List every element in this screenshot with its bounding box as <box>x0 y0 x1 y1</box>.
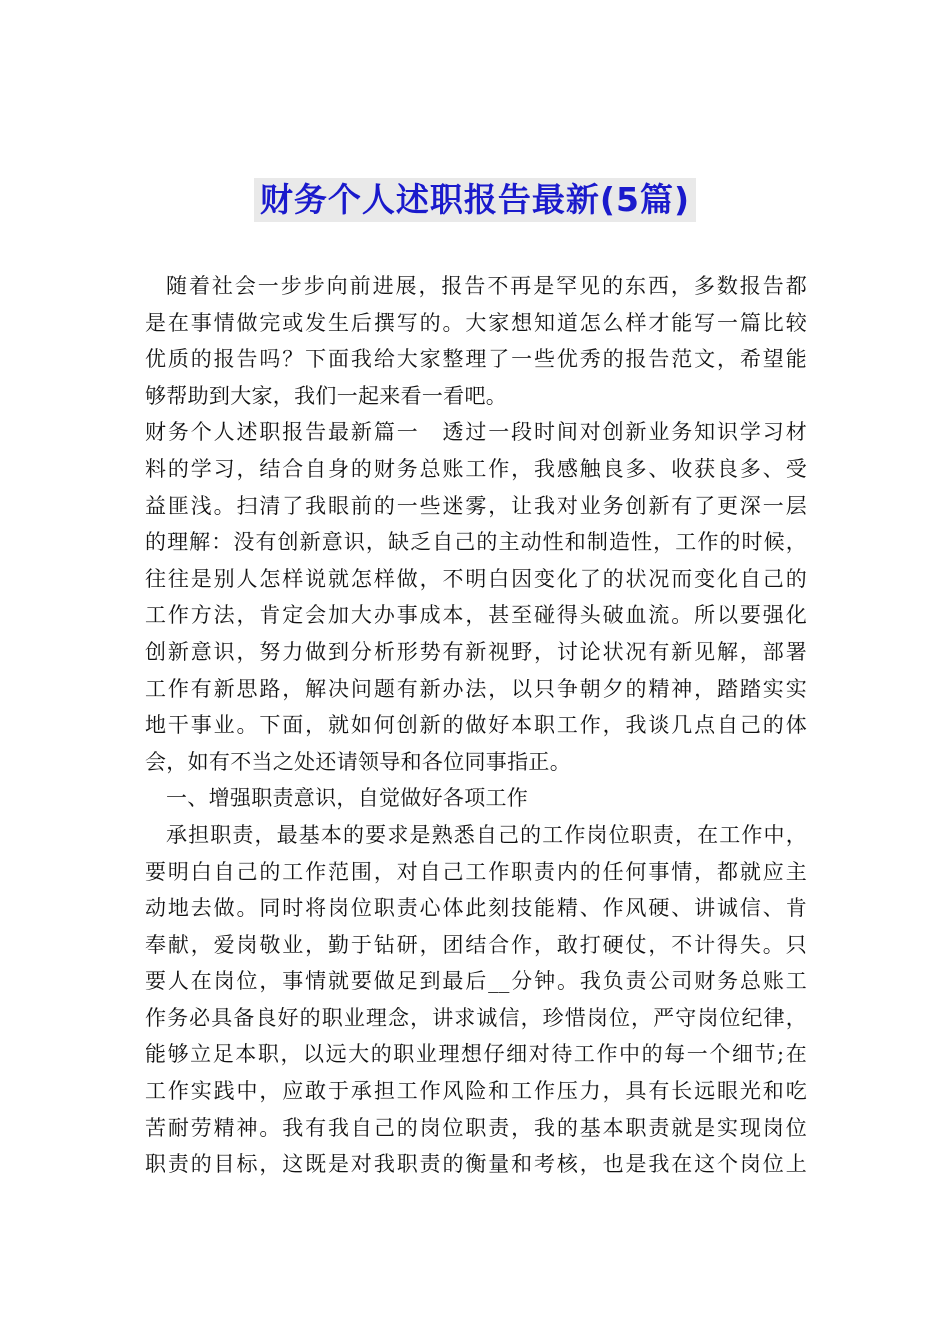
text-line: 奉献，爱岗敬业，勤于钻研，团结合作，敢打硬仗，不计得失。只 <box>145 932 807 957</box>
text-line: 要人在岗位，事情就要做足到最后__分钟。我负责公司财务总账工 <box>145 969 807 994</box>
text-line: 随着社会一步步向前进展，报告不再是罕见的东西，多数报告都 <box>166 274 807 298</box>
text-line: 工作方法，肯定会加大办事成本，甚至碰得头破血流。所以要强化 <box>145 603 807 628</box>
text-line: 往往是别人怎样说就怎样做，不明白因变化了的状况而变化自己的 <box>145 566 807 591</box>
text-line: 工作有新思路，解决问题有新办法，以只争朝夕的精神，踏踏实实 <box>145 676 807 701</box>
text-line: 的理解：没有创新意识，缺乏自己的主动性和制造性，工作的时候， <box>145 530 807 555</box>
text-line: 够帮助到大家，我们一起来看一看吧。 <box>145 383 508 408</box>
text-line: 能够立足本职，以远大的职业理想仔细对待工作中的每一个细节;在 <box>145 1042 807 1067</box>
title-container <box>0 178 950 222</box>
text-line: 创新意识，努力做到分析形势有新视野，讨论状况有新见解，部署 <box>145 639 807 664</box>
text-line: 财务个人述职报告最新篇一 透过一段时间对创新业务知识学习材 <box>145 420 807 445</box>
text-line: 工作实践中，应敢于承担工作风险和工作压力，具有长远眼光和吃 <box>145 1079 807 1104</box>
text-line: 职责的目标，这既是对我职责的衡量和考核，也是我在这个岗位上 <box>145 1152 807 1177</box>
text-line: 作务必具备良好的职业理念，讲求诚信，珍惜岗位，严守岗位纪律， <box>145 1005 807 1030</box>
text-line: 地干事业。下面，就如何创新的做好本职工作，我谈几点自己的体 <box>145 713 807 738</box>
document-body <box>145 268 807 1183</box>
text-line: 益匪浅。扫清了我眼前的一些迷雾，让我对业务创新有了更深一层 <box>145 493 807 518</box>
text-line: 承担职责，最基本的要求是熟悉自己的工作岗位职责，在工作中， <box>166 822 807 847</box>
document-title: 财务个人述职报告最新(5篇) <box>254 178 696 222</box>
text-line: 要明白自己的工作范围，对自己工作职责内的任何事情，都就应主 <box>145 859 807 884</box>
text-line: 动地去做。同时将岗位职责心体此刻技能精、作风硬、讲诚信、肯 <box>145 896 807 921</box>
text-line: 优质的报告吗？下面我给大家整理了一些优秀的报告范文，希望能 <box>145 347 807 372</box>
text-line: 料的学习，结合自身的财务总账工作，我感触良多、收获良多、受 <box>145 456 807 481</box>
text-line: 会，如有不当之处还请领导和各位同事指正。 <box>145 749 571 774</box>
text-line: 苦耐劳精神。我有我自己的岗位职责，我的基本职责就是实现岗位 <box>145 1115 807 1140</box>
text-line: 一、增强职责意识，自觉做好各项工作 <box>166 786 529 811</box>
text-line: 是在事情做完或发生后撰写的。大家想知道怎么样才能写一篇比较 <box>145 310 807 335</box>
